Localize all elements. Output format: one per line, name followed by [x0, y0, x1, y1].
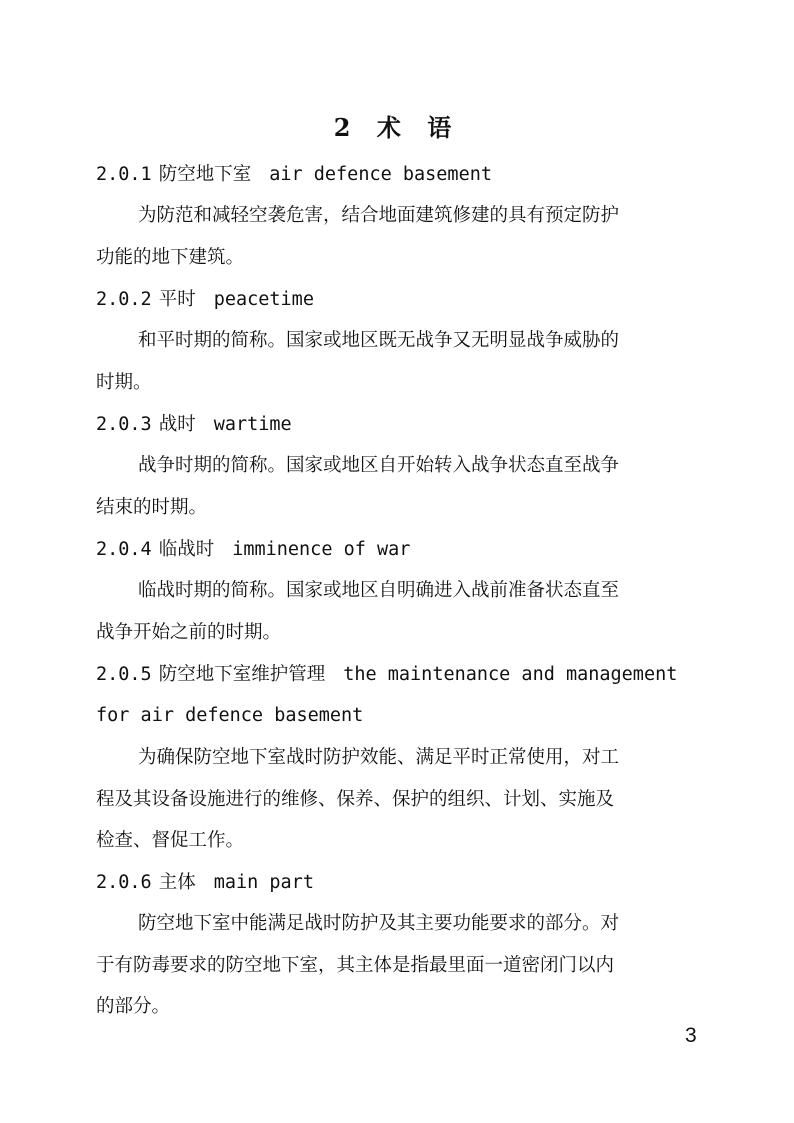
- term-heading-continuation: for air defence basement: [96, 705, 364, 726]
- definition-line: 于有防毒要求的防空地下室，其主体是指最里面一道密闭门以内: [96, 955, 615, 976]
- term-id: 2.0.2: [96, 289, 152, 310]
- definition-line: 的部分。: [96, 996, 171, 1017]
- term-heading: [96, 538, 696, 562]
- term-zh: 平时: [158, 289, 196, 310]
- definition-line: 和平时期的简称。国家或地区既无战争又无明显战争威胁的: [138, 330, 620, 351]
- term-id: 2.0.5: [96, 664, 152, 685]
- term-en: wartime: [213, 414, 292, 435]
- term-zh: 战时: [158, 414, 196, 435]
- term-heading: [96, 163, 696, 187]
- definition-line: 战争开始之前的时期。: [96, 622, 282, 643]
- term-heading: [96, 413, 696, 437]
- term-heading: [96, 288, 696, 312]
- term-zh: 防空地下室维护管理: [158, 664, 326, 685]
- term-id: 2.0.3: [96, 414, 152, 435]
- term-en: the maintenance and management: [343, 664, 678, 685]
- term-id: 2.0.1: [96, 164, 152, 185]
- page-number: 3: [685, 1024, 697, 1047]
- term-heading: [96, 663, 696, 687]
- definition-line: 为确保防空地下室战时防护效能、满足平时正常使用，对工: [138, 747, 620, 768]
- definition-line: 防空地下室中能满足战时防护及其主要功能要求的部分。对: [138, 913, 620, 934]
- term-en: peacetime: [213, 289, 314, 310]
- definition-line: 结束的时期。: [96, 497, 208, 518]
- definition-line: 程及其设备设施进行的维修、保养、保护的组织、计划、实施及: [96, 789, 615, 810]
- term-en: imminence of war: [232, 539, 411, 560]
- page-title: 2 术 语: [333, 113, 461, 142]
- definition-line: 临战时期的简称。国家或地区自明确进入战前准备状态直至: [138, 580, 620, 601]
- term-en: air defence basement: [269, 164, 492, 185]
- term-zh: 主体: [158, 872, 196, 893]
- definition-line: 功能的地下建筑。: [96, 247, 245, 268]
- definition-line: 时期。: [96, 372, 152, 393]
- term-zh: 临战时: [158, 539, 215, 560]
- term-id: 2.0.6: [96, 872, 152, 893]
- term-id: 2.0.4: [96, 539, 152, 560]
- definition-line: 为防范和减轻空袭危害，结合地面建筑修建的具有预定防护: [138, 205, 620, 226]
- term-heading: [96, 871, 696, 895]
- term-en: main part: [213, 872, 314, 893]
- term-zh: 防空地下室: [158, 164, 252, 185]
- definition-line: 战争时期的简称。国家或地区自开始转入战争状态直至战争: [138, 455, 620, 476]
- definition-line: 检查、督促工作。: [96, 830, 245, 851]
